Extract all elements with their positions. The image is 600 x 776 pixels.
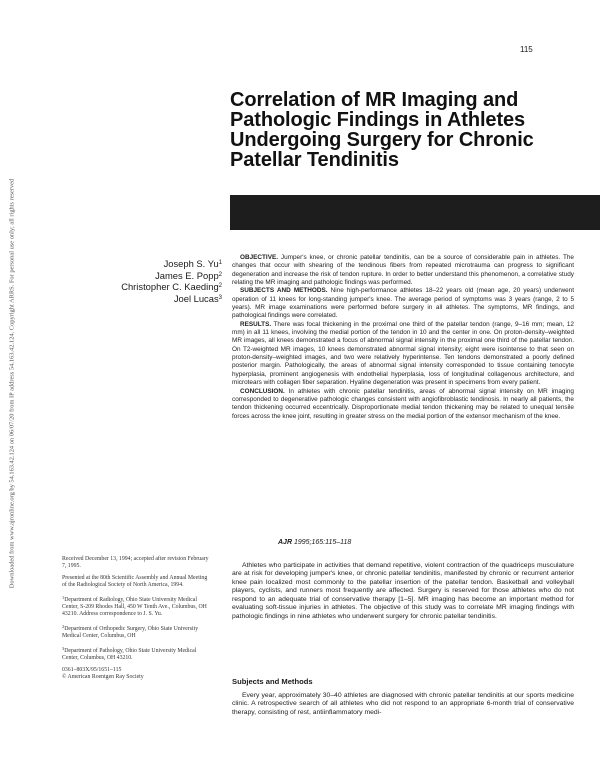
abstract-text: Nine high-performance athletes 18–22 years old (mean age, 20 years) underwent operation of 11 knees for long-standing jumper's knee. The average period of symptoms was 3 years (range, 2 to 5 years). MR image examinations were performed before surgery in all athletes. The symptoms, MR findings, and pathological findings were correlated. (232, 287, 574, 320)
author-list (100, 258, 222, 304)
received-note: Received December 13, 1994; accepted after revision February 7, 1995. (62, 556, 209, 569)
author (100, 270, 222, 282)
article-title (230, 90, 570, 170)
affiliation-note (62, 645, 210, 662)
affiliation-mark: 1 (62, 595, 65, 600)
presented-note: Presented at the 80th Scientific Assembly and Annual Meeting of the Radiological Society of North America, 1994. (62, 575, 208, 588)
author-name: Joel Lucas (173, 292, 219, 304)
abstract-objective (232, 254, 574, 287)
title-line: Correlation of MR Imaging and (230, 89, 519, 111)
issn-note: 0361–803X/95/1651–115 (62, 667, 122, 673)
abstract-text: In athletes with chronic patellar tendinitis, areas of abnormal signal intensity on MR imaging corresponded to degenerative pathologic changes consistent with angiofibroblastic tendinosis. In nearly all patients, the tendon thickening occurred eccentrically. Disproportionate medial tendon thickening may be related to unequal tensile forces across the knee joint, resulting in greater stress on the medial portion of the extensor mechanism of the knee. (232, 387, 574, 420)
abstract-label: SUBJECTS AND METHODS. (240, 287, 328, 295)
affiliation-text: Department of Pathology, Ohio State University Medical Center, Columbus, OH 43210. (62, 648, 197, 661)
author (100, 258, 222, 270)
citation-details: 1995;165:115–118 (292, 539, 352, 546)
title-line: Patellar Tendinitis (230, 149, 399, 171)
abstract-subjects-methods (232, 287, 574, 320)
author-name: James E. Popp (155, 269, 219, 281)
abstract-text: There was focal thickening in the proximal one third of the patellar tendon (range, 9–16 mm; mean, 12 mm) in all 11 knees, involving the medial portion of the tendon in 10 and the center in one. On proton-density–weighted MR images, all knees demonstrated a focus of abnormal signal intensity in the proximal one third of the patellar tendon. On T2-weighted MR images, 10 knees demonstrated abnormal signal intensity; eight were isointense to that seen on proton-density–weighted images, and two were relatively hyperintense. Ten tendons demonstrated a poorly defined posterior margin. Pathologically, the areas of abnormal signal intensity corresponded to tissue containing tenocyte hyperplasia, prominent angiogenesis with endothelial hyperplasia, loss of longitudinal collagenous architecture, and microtears with collagen fiber separation. Hyaline degeneration was present in specimens from every patient. (232, 320, 574, 387)
affiliation-note (62, 623, 210, 640)
title-banner-bar (230, 195, 600, 230)
affiliation-note (62, 594, 210, 618)
introduction (232, 562, 574, 621)
title-line: Pathologic Findings in Athletes (230, 109, 526, 131)
download-watermark: Downloaded from www.ajronline.org by 54.163.42.124 on 06/07/20 from IP address 54.163.42.124. Copyright ARRS. For personal use only; all rights reserved (8, 178, 16, 589)
author (100, 293, 222, 305)
affiliation-text: Department of Orthopedic Surgery, Ohio State University Medical Center, Columbus, OH (62, 626, 199, 639)
body-paragraph: Every year, approximately 30–40 athletes are diagnosed with chronic patellar tendinitis at our sports medicine clinic. A retrospective search of all athletes who did not respond to an appropriate 6-month trial of conservative therapy, consisting of rest, antiinflammatory medi- (232, 692, 574, 716)
body-paragraph: Athletes who participate in activities that demand repetitive, violent contraction of the quadriceps musculature are at risk for developing jumper's knee, or chronic patellar tendinitis, manifested by chronic or recurrent anterior knee pain localized most commonly to the patellar insertion of the patellar tendon. Basketball and volleyball players, cyclists, and runners most frequently are affected. Surgery is reserved for those athletes who do not respond to an adequate trial of conservative therapy [1–5]. MR imaging has become an important method for evaluating soft-tissue injuries in athletes. The objective of this study was to correlate MR imaging findings with pathologic findings in nine athletes who underwent surgery for chronic patellar tendinitis. (232, 562, 574, 620)
author-affiliation-mark: 1 (218, 260, 222, 266)
abstract-label: OBJECTIVE. (240, 254, 278, 261)
abstract (232, 254, 574, 421)
affiliation-mark: 3 (62, 646, 65, 651)
copyright-note: © American Roentgen Ray Society (62, 674, 144, 680)
methods-section (232, 692, 574, 717)
author-name: Christopher C. Kaeding (121, 281, 219, 292)
article-notes (62, 556, 210, 681)
author-affiliation-mark: 2 (218, 283, 222, 289)
author-affiliation-mark: 2 (218, 271, 222, 278)
affiliation-mark: 2 (62, 624, 65, 629)
section-heading: Subjects and Methods (232, 677, 313, 686)
abstract-label: RESULTS. (240, 320, 272, 328)
author-name: Joseph S. Yu (163, 258, 219, 269)
journal-citation (278, 539, 351, 546)
abstract-label: CONCLUSION. (240, 387, 285, 395)
title-line: Undergoing Surgery for Chronic (230, 129, 534, 151)
page-number: 115 (520, 45, 533, 54)
author (100, 281, 222, 293)
affiliation-text: Department of Radiology, Ohio State University Medical Center, S-209 Rhodes Hall, 450 W Tenth Ave., Columbus, OH 43210. Address correspondence to J. S. Yu. (62, 597, 207, 617)
abstract-text: Jumper's knee, or chronic patellar tendinitis, can be a source of considerable pain in athletes. The changes that occur with shearing of the tendinous fibers from repeated microtrauma can progress to significant degeneration and increase the risk of tendon rupture. In order to better understand this phenomenon, a correlative study relating the MR imaging and pathologic findings was performed. (232, 254, 574, 287)
journal-name: AJR (278, 539, 293, 546)
abstract-conclusion (232, 388, 574, 421)
author-affiliation-mark: 3 (218, 294, 222, 301)
abstract-results (232, 321, 574, 388)
